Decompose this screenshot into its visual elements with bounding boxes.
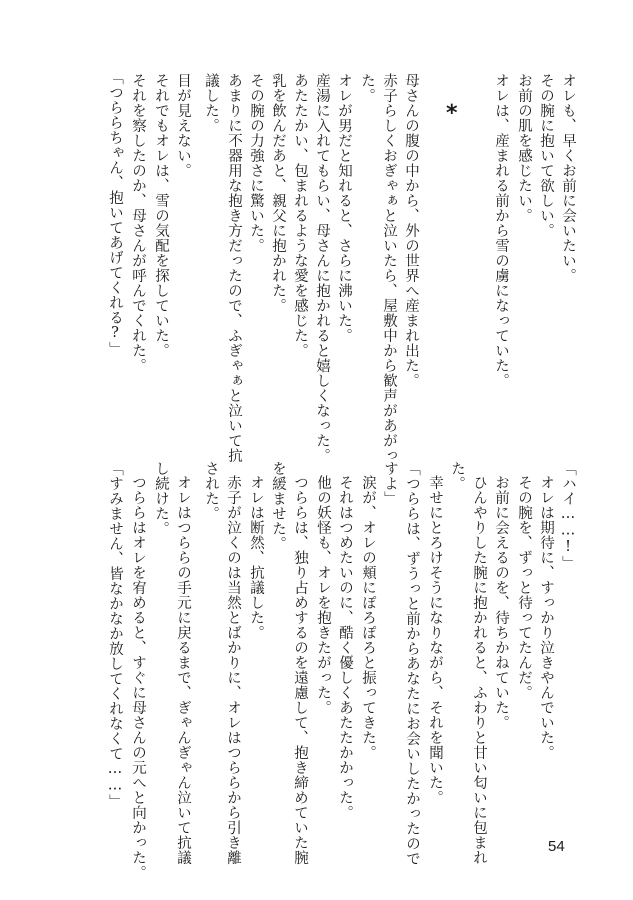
text-line: 乳を飲んだあと、親父に抱かれた。 <box>270 73 286 313</box>
text-line: 「つららは、ずうっと前からあなたにお会いしたかったので <box>404 461 420 866</box>
text-line: その腕の力強さに驚いた。 <box>248 73 264 253</box>
text-line: 「ハイ……!」 <box>560 461 576 571</box>
text-line: ひんやりした腕に抱かれると、ふわりと甘い匂いに包まれ <box>471 475 487 865</box>
text-line: あまりに不器用な抱き方だったので、ふぎゃぁと泣いて抗 <box>226 73 242 463</box>
text-line: 赤子が泣くのは当然とばかりに、オレはつららから引き離 <box>225 475 241 865</box>
text-line: つららはオレを宥めると、すぐに母さんの元へと向かった。 <box>130 475 146 880</box>
text-line: た。 <box>359 73 375 103</box>
text-line: あたたかい、包まれるような愛を感じた。 <box>292 73 308 358</box>
text-line: すよ」 <box>382 461 398 506</box>
text-line: その腕に抱いて欲しい。 <box>538 73 554 238</box>
text-line: 涙が、オレの頬にぽろぽろと振ってきた。 <box>360 475 376 760</box>
text-line: オレは、産まれる前から雪の虜になっていた。 <box>493 73 509 388</box>
text-line: 母さんの腹の中から、外の世界へ産まれ出た。 <box>403 73 419 388</box>
text-line: オレが男だと知れると、さらに沸いた。 <box>336 73 352 343</box>
text-line: お前の肌を感じたい。 <box>516 73 532 223</box>
text-line: された。 <box>203 461 219 521</box>
text-line: それでもオレは、雪の気配を探していた。 <box>153 73 169 358</box>
text-line: し続けた。 <box>153 461 169 536</box>
text-line: 「すみません、皆なかなか放してくれなくて……」 <box>107 461 123 809</box>
text-line: を緩ませた。 <box>270 461 286 551</box>
section-separator: * <box>446 101 458 126</box>
text-line: 幸せにとろけそうになりながら、それを聞いた。 <box>427 475 443 805</box>
text-line: 他の妖怪も、オレを抱きたがった。 <box>315 475 331 715</box>
text-line: 議した。 <box>203 73 219 133</box>
text-line: 産湯に入れてもらい、母さんに抱かれると嬉しくなった。 <box>314 73 330 463</box>
text-line: 目が見えない。 <box>175 73 191 178</box>
text-line: オレはつららの手元に戻るまで、ぎゃんぎゃん泣いて抗議 <box>175 475 191 865</box>
text-line: オレも、早くお前に会いたい。 <box>560 73 576 283</box>
text-line: オレは期待に、すっかり泣きやんでいた。 <box>538 475 554 760</box>
text-line: 「つららちゃん、抱いてあげてくれる?」 <box>107 70 123 357</box>
text-line: つららは、独り占めするのを遠慮して、抱き締めていた腕 <box>292 475 308 865</box>
page-number: 54 <box>548 838 565 855</box>
text-line: た。 <box>449 461 465 491</box>
text-line: 赤子らしくおぎゃぁと泣いたら、屋敷中から歓声があがっ <box>381 73 397 463</box>
text-line: それを察したのか、母さんが呼んでくれた。 <box>130 73 146 373</box>
text-line: オレは断然、抗議した。 <box>248 475 264 640</box>
text-line: それはつめたいのに、酷く優しくあたたかかった。 <box>337 475 353 820</box>
text-line: その腕を、ずっと待ってたんだ。 <box>516 475 532 700</box>
text-line: お前に会えるのを、待ちかねていた。 <box>493 475 509 730</box>
